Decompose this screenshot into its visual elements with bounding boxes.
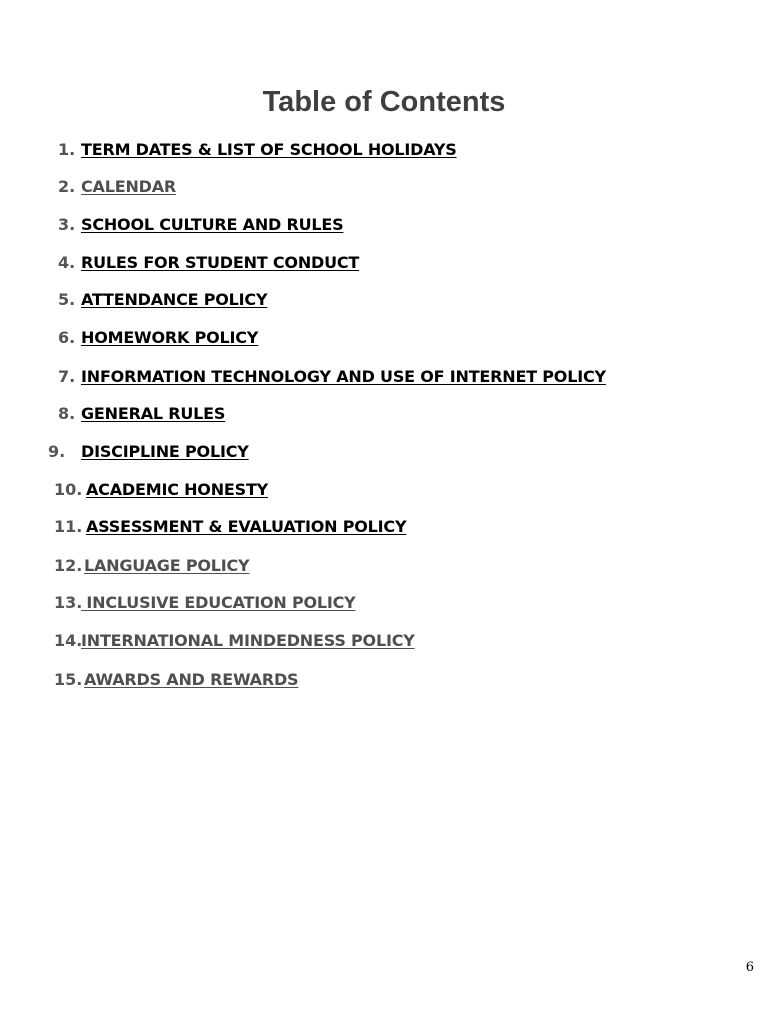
toc-link-calendar[interactable]: CALENDAR [81, 177, 177, 196]
toc-item-number: 9. [48, 442, 66, 461]
toc-item-number: 11. [54, 517, 83, 536]
toc-item-attendance [0, 288, 768, 312]
toc-item-number: 14. [54, 631, 83, 650]
toc-link-awards[interactable]: AWARDS AND REWARDS [84, 670, 299, 689]
toc-item-number: 8. [58, 404, 76, 423]
toc-item-general-rules [0, 402, 768, 426]
toc-link-international-mindedness[interactable]: INTERNATIONAL MINDEDNESS POLICY [81, 631, 415, 650]
toc-link-student-conduct[interactable]: RULES FOR STUDENT CONDUCT [81, 253, 360, 272]
toc-link-general-rules[interactable]: GENERAL RULES [81, 404, 226, 423]
toc-link-term-dates[interactable]: TERM DATES & LIST OF SCHOOL HOLIDAYS [81, 140, 457, 159]
toc-link-discipline[interactable]: DISCIPLINE POLICY [81, 442, 249, 461]
toc-item-calendar [0, 175, 768, 199]
toc-link-inclusive-education[interactable]: INCLUSIVE EDUCATION POLICY [81, 593, 356, 612]
toc-item-number: 7. [58, 367, 76, 386]
toc-item-international-mindedness [0, 629, 768, 653]
toc-item-number: 5. [58, 290, 76, 309]
toc-item-school-culture [0, 213, 768, 237]
page-number: 6 [745, 960, 754, 975]
toc-link-school-culture[interactable]: SCHOOL CULTURE AND RULES [81, 215, 344, 234]
toc-item-awards [0, 668, 768, 692]
toc-item-assessment [0, 515, 768, 539]
toc-item-homework [0, 326, 768, 350]
toc-item-number: 10. [54, 480, 83, 499]
toc-item-inclusive-education [0, 591, 768, 615]
toc-item-information-technology [0, 365, 768, 389]
toc-link-assessment[interactable]: ASSESSMENT & EVALUATION POLICY [86, 517, 407, 536]
page-title: Table of Contents [262, 86, 506, 118]
toc-item-academic-honesty [0, 478, 768, 502]
toc-item-number: 1. [58, 140, 76, 159]
toc-link-homework[interactable]: HOMEWORK POLICY [81, 328, 259, 347]
toc-item-student-conduct [0, 251, 768, 275]
toc-link-information-technology[interactable]: INFORMATION TECHNOLOGY AND USE OF INTERNET POLICY [81, 367, 606, 386]
toc-item-discipline [0, 440, 768, 464]
toc-link-academic-honesty[interactable]: ACADEMIC HONESTY [86, 480, 269, 499]
toc-item-number: 15. [54, 670, 83, 689]
toc-item-number: 6. [58, 328, 76, 347]
toc-item-language [0, 554, 768, 578]
toc-item-number: 4. [58, 253, 76, 272]
toc-item-number: 3. [58, 215, 76, 234]
toc-item-number: 12. [54, 556, 83, 575]
toc-link-attendance[interactable]: ATTENDANCE POLICY [81, 290, 268, 309]
toc-link-language[interactable]: LANGUAGE POLICY [84, 556, 250, 575]
toc-item-number: 13. [54, 593, 83, 612]
toc-item-term-dates [0, 138, 768, 162]
toc-item-number: 2. [58, 177, 76, 196]
